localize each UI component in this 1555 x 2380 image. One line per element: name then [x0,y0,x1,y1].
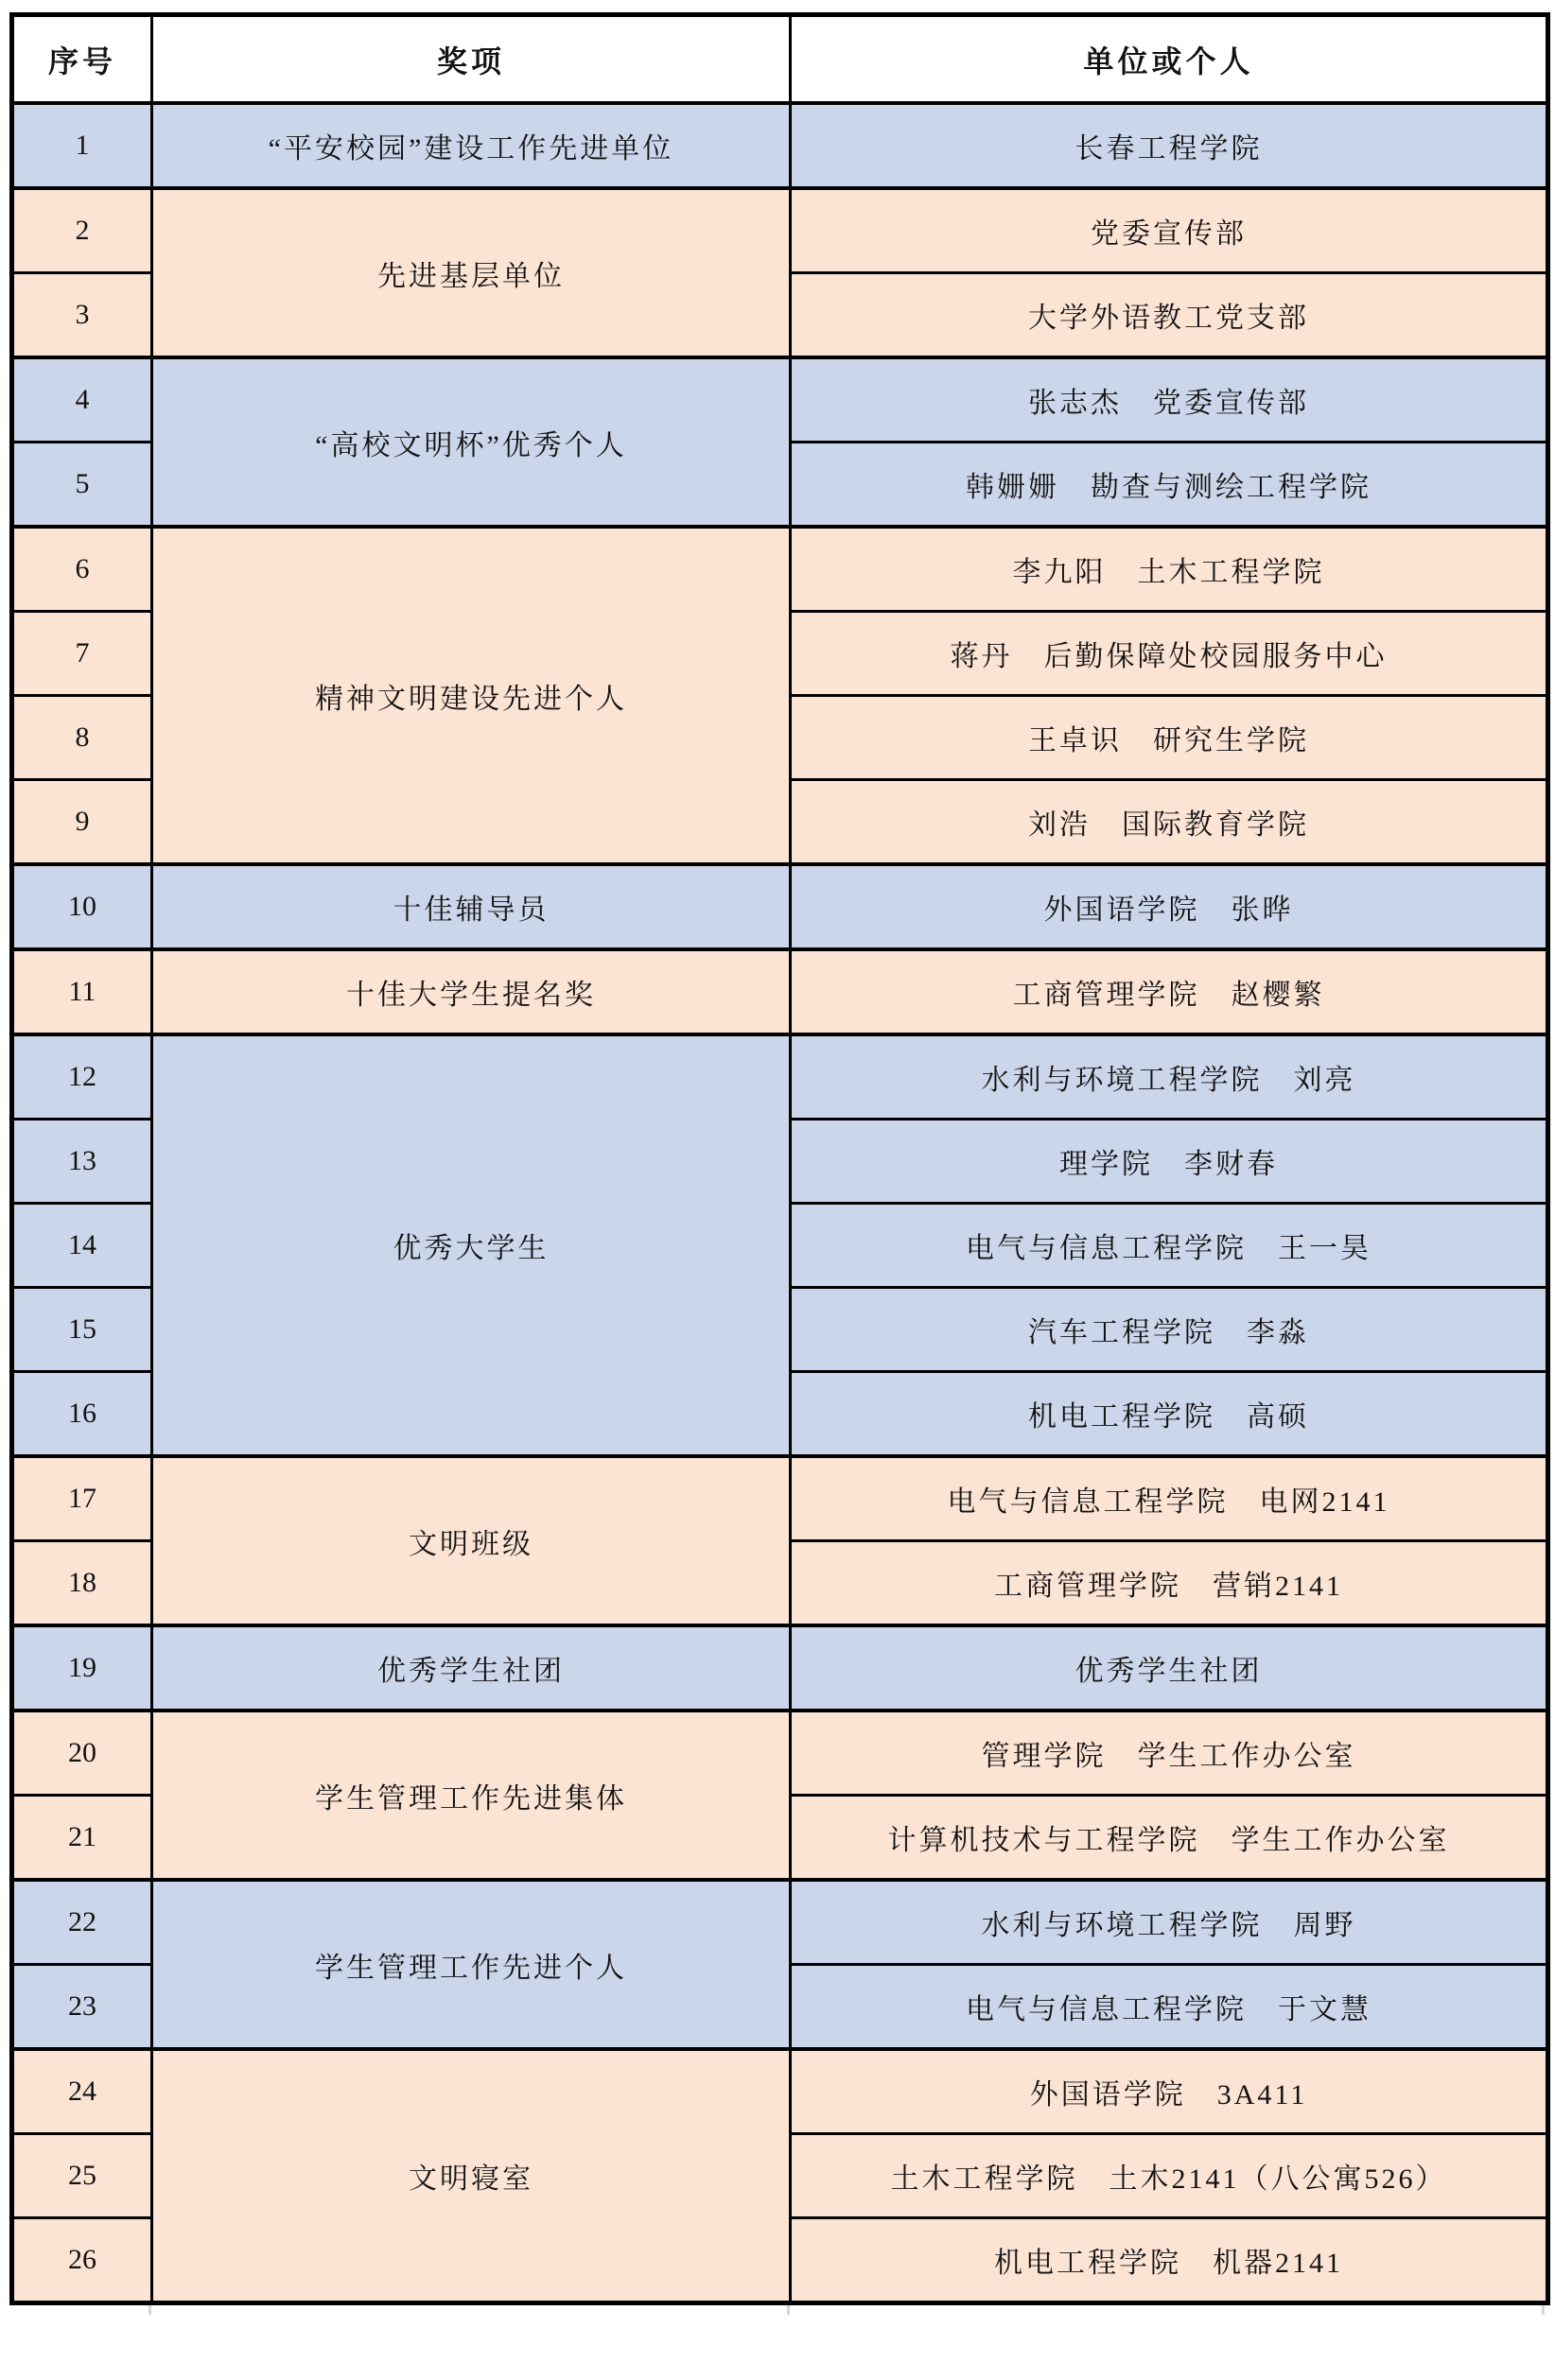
recipient-cell: 优秀学生社团 [791,1625,1548,1711]
recipient-cell: 电气与信息工程学院 于文慧 [791,1965,1548,2050]
row-index-cell: 14 [12,1204,152,1288]
row-index-cell: 4 [12,357,152,443]
gridline [1542,2305,1545,2315]
recipient-cell: 管理学院 学生工作办公室 [791,1711,1548,1796]
row-index-cell: 2 [12,188,152,273]
row-index-cell: 8 [12,696,152,780]
row-index-cell: 19 [12,1625,152,1711]
recipient-cell: 外国语学院 张晔 [791,864,1548,949]
table-row [12,1625,1548,1711]
gridline [787,2305,790,2315]
header-row [12,15,1548,104]
recipient-cell: 李九阳 土木工程学院 [791,527,1548,612]
table-row [12,864,1548,949]
recipient-cell: 韩姗姗 勘查与测绘工程学院 [791,443,1548,528]
row-index-cell: 3 [12,273,152,358]
awards-table-container [9,12,1550,2315]
next-row-gridlines [9,2305,1546,2315]
award-cell: 文明寝室 [152,2049,791,2303]
row-index-cell: 9 [12,780,152,865]
recipient-cell: 工商管理学院 营销2141 [791,1541,1548,1626]
row-index-cell: 24 [12,2049,152,2134]
table-row [12,357,1548,443]
recipient-cell: 大学外语教工党支部 [791,273,1548,358]
row-index-cell: 5 [12,443,152,528]
recipient-cell: 王卓识 研究生学院 [791,696,1548,780]
row-index-cell: 26 [12,2218,152,2303]
row-index-cell: 25 [12,2134,152,2218]
recipient-cell: 汽车工程学院 李淼 [791,1288,1548,1372]
recipient-cell: 蒋丹 后勤保障处校园服务中心 [791,612,1548,696]
recipient-cell: 张志杰 党委宣传部 [791,357,1548,443]
recipient-cell: 外国语学院 3A411 [791,2049,1548,2134]
recipient-cell: 电气与信息工程学院 电网2141 [791,1456,1548,1541]
recipient-cell: 党委宣传部 [791,188,1548,273]
row-index-cell: 6 [12,527,152,612]
award-cell: 文明班级 [152,1456,791,1625]
row-index-cell: 12 [12,1034,152,1120]
recipient-cell: 机电工程学院 高硕 [791,1372,1548,1457]
recipient-cell: 计算机技术与工程学院 学生工作办公室 [791,1796,1548,1881]
award-cell: 优秀大学生 [152,1034,791,1456]
gridline [149,2305,151,2315]
column-header-award: 奖项 [152,15,791,104]
table-row [12,949,1548,1034]
row-index-cell: 21 [12,1796,152,1881]
award-cell: 精神文明建设先进个人 [152,527,791,864]
table-header [12,15,1548,104]
table-row [12,188,1548,273]
row-index-cell: 17 [12,1456,152,1541]
row-index-cell: 23 [12,1965,152,2050]
row-index-cell: 20 [12,1711,152,1796]
row-index-cell: 16 [12,1372,152,1457]
row-index-cell: 1 [12,103,152,188]
award-cell: 学生管理工作先进集体 [152,1711,791,1880]
recipient-cell: 刘浩 国际教育学院 [791,780,1548,865]
column-header-recipient: 单位或个人 [791,15,1548,104]
table-row [12,1711,1548,1796]
row-index-cell: 22 [12,1880,152,1965]
table-row [12,2049,1548,2134]
award-cell: 十佳辅导员 [152,864,791,949]
table-row [12,1880,1548,1965]
recipient-cell: 理学院 李财春 [791,1120,1548,1204]
table-row [12,1456,1548,1541]
table-body [12,103,1548,2303]
award-cell: 优秀学生社团 [152,1625,791,1711]
award-cell: 学生管理工作先进个人 [152,1880,791,2049]
recipient-cell: 土木工程学院 土木2141（八公寓526） [791,2134,1548,2218]
table-row [12,103,1548,188]
recipient-cell: 水利与环境工程学院 周野 [791,1880,1548,1965]
table-row [12,1034,1548,1120]
column-header-index: 序号 [12,15,152,104]
recipient-cell: 水利与环境工程学院 刘亮 [791,1034,1548,1120]
recipient-cell: 工商管理学院 赵樱繁 [791,949,1548,1034]
recipient-cell: 长春工程学院 [791,103,1548,188]
row-index-cell: 13 [12,1120,152,1204]
row-index-cell: 7 [12,612,152,696]
award-cell: 十佳大学生提名奖 [152,949,791,1034]
row-index-cell: 18 [12,1541,152,1626]
row-index-cell: 10 [12,864,152,949]
recipient-cell: 电气与信息工程学院 王一昊 [791,1204,1548,1288]
row-index-cell: 15 [12,1288,152,1372]
awards-table [9,12,1550,2305]
recipient-cell: 机电工程学院 机器2141 [791,2218,1548,2303]
award-cell: “高校文明杯”优秀个人 [152,357,791,527]
award-cell: 先进基层单位 [152,188,791,357]
table-row [12,527,1548,612]
award-cell: “平安校园”建设工作先进单位 [152,103,791,188]
row-index-cell: 11 [12,949,152,1034]
